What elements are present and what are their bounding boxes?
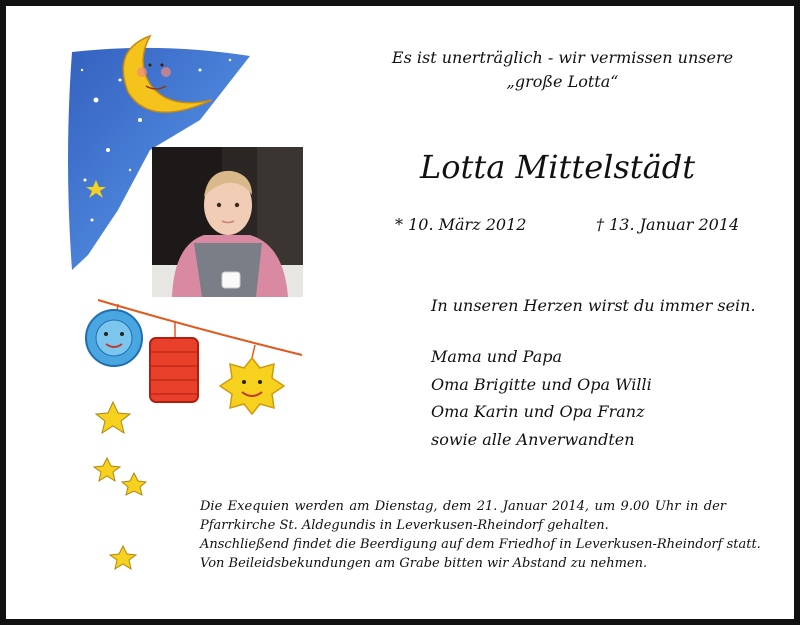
blue-lantern-icon	[86, 304, 142, 366]
service-line: Von Beileidsbekundungen am Grabe bitten wir Abstand zu nehmen.	[200, 556, 648, 571]
mourner-line: Oma Brigitte und Opa Willi	[431, 374, 652, 394]
intro-line: Es ist unerträglich - wir vermissen unsere	[391, 48, 734, 67]
service-details	[200, 497, 761, 573]
star-icon	[94, 458, 120, 481]
birth-date: * 10. März 2012	[395, 215, 527, 234]
intro-line: „große Lotta“	[506, 72, 619, 91]
sun-lantern-icon	[220, 345, 284, 414]
mourner-line: Mama und Papa	[431, 347, 563, 366]
service-line: Anschließend findet die Beerdigung auf dem Friedhof in Leverkusen-Rheindorf statt.	[200, 537, 761, 552]
child-photo	[152, 147, 303, 297]
intro-text	[390, 46, 735, 94]
star-icon	[122, 473, 146, 495]
star-icon	[110, 546, 136, 569]
mourners-list	[431, 343, 652, 453]
deceased-name: Lotta Mittelstädt	[420, 148, 696, 186]
red-lantern-icon	[150, 322, 198, 402]
service-line: Die Exequien werden am Dienstag, dem 21. Januar 2014, um 9.00 Uhr in der	[200, 499, 726, 514]
motto-line: In unseren Herzen wirst du immer sein.	[431, 296, 756, 315]
mourner-line: sowie alle Anverwandten	[431, 429, 635, 449]
star-icon	[96, 402, 130, 433]
death-date: † 13. Januar 2014	[596, 215, 740, 234]
mourner-line: Oma Karin und Opa Franz	[431, 402, 645, 421]
service-line: Pfarrkirche St. Aldegundis in Leverkusen-Rheindorf gehalten.	[200, 518, 609, 533]
